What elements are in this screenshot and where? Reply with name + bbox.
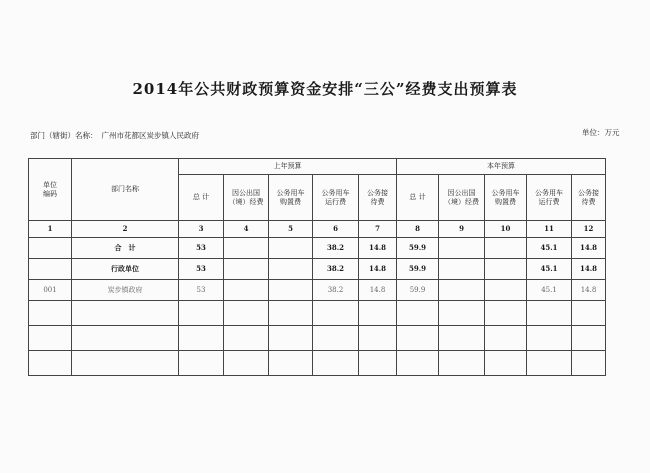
subheader-total: 总 计 [179,175,224,221]
cell-value [224,280,269,301]
column-number: 4 [224,221,269,238]
subheader-car-purchase: 公务用车购置费 [485,175,527,221]
empty-cell [527,326,572,351]
empty-cell [29,351,72,376]
unit-label: 单位：万元 [582,128,620,137]
department-name: 广州市花都区炭步镇人民政府 [101,131,199,140]
empty-cell [313,301,359,326]
empty-cell [485,326,527,351]
empty-cell [224,326,269,351]
empty-cell [179,351,224,376]
subheader-car-purchase: 公务用车购置费 [269,175,313,221]
row-code [29,238,72,259]
empty-cell [397,351,439,376]
cell-value [485,238,527,259]
cell-value: 59.9 [397,259,439,280]
empty-cell [29,326,72,351]
column-number: 11 [527,221,572,238]
subheader-reception: 公务接待费 [359,175,397,221]
column-number: 2 [72,221,179,238]
empty-cell [572,326,606,351]
empty-cell [439,301,485,326]
empty-cell [485,301,527,326]
column-number-row [29,221,606,238]
cell-value: 59.9 [397,238,439,259]
empty-cell [179,326,224,351]
column-number: 6 [313,221,359,238]
cell-value: 53 [179,280,224,301]
department-line [30,130,199,141]
budget-table [28,158,606,376]
table-row-empty [29,326,606,351]
cell-value [269,238,313,259]
empty-cell [313,351,359,376]
dept-name-header: 部门名称 [72,159,179,221]
cell-value [269,280,313,301]
row-name: 炭步镇政府 [72,280,179,301]
empty-cell [359,301,397,326]
subheader-total: 总 计 [397,175,439,221]
cell-value [439,238,485,259]
empty-cell [439,326,485,351]
cell-value [224,238,269,259]
page-title: 2014年公共财政预算资金安排“三公”经费支出预算表 [132,80,518,98]
empty-cell [224,301,269,326]
cell-value: 45.1 [527,259,572,280]
row-name: 行政单位 [72,259,179,280]
table-row-empty [29,351,606,376]
column-number: 1 [29,221,72,238]
empty-cell [179,301,224,326]
cell-value: 14.8 [359,238,397,259]
header-row-group [29,159,606,175]
column-number: 8 [397,221,439,238]
cell-value [485,280,527,301]
cell-value: 45.1 [527,280,572,301]
column-number: 3 [179,221,224,238]
cell-value [439,280,485,301]
empty-cell [397,326,439,351]
empty-cell [397,301,439,326]
empty-cell [72,326,179,351]
empty-cell [269,301,313,326]
table-row-admin [29,259,606,280]
column-number: 10 [485,221,527,238]
subheader-overseas: 因公出国（境）经费 [439,175,485,221]
empty-cell [313,326,359,351]
cell-value [485,259,527,280]
cell-value: 14.8 [572,238,606,259]
cell-value: 38.2 [313,280,359,301]
empty-cell [359,351,397,376]
department-label: 部门（辖街）名称： [30,131,98,140]
unit-code-header: 单位编码 [29,159,72,221]
cell-value: 45.1 [527,238,572,259]
empty-cell [269,326,313,351]
empty-cell [572,301,606,326]
cell-value [439,259,485,280]
column-number: 5 [269,221,313,238]
cell-value: 14.8 [359,280,397,301]
row-code [29,259,72,280]
cell-value: 53 [179,259,224,280]
row-name: 合 计 [72,238,179,259]
this-year-header: 本年预算 [397,159,606,175]
row-code: 001 [29,280,72,301]
cell-value: 38.2 [313,238,359,259]
table-row-town-gov [29,280,606,301]
empty-cell [527,301,572,326]
cell-value: 38.2 [313,259,359,280]
subheader-reception: 公务接待费 [572,175,606,221]
column-number: 7 [359,221,397,238]
empty-cell [29,301,72,326]
cell-value: 14.8 [359,259,397,280]
cell-value: 14.8 [572,259,606,280]
subheader-overseas: 因公出国（境）经费 [224,175,269,221]
empty-cell [485,351,527,376]
cell-value: 59.9 [397,280,439,301]
cell-value [269,259,313,280]
subheader-car-operation: 公务用车运行费 [313,175,359,221]
cell-value: 14.8 [572,280,606,301]
subheader-car-operation: 公务用车运行费 [527,175,572,221]
table-row-empty [29,301,606,326]
cell-value: 53 [179,238,224,259]
last-year-header: 上年预算 [179,159,397,175]
empty-cell [527,351,572,376]
column-number: 9 [439,221,485,238]
empty-cell [359,326,397,351]
empty-cell [269,351,313,376]
table-row-total [29,238,606,259]
cell-value [224,259,269,280]
empty-cell [572,351,606,376]
column-number: 12 [572,221,606,238]
empty-cell [439,351,485,376]
empty-cell [72,301,179,326]
empty-cell [224,351,269,376]
empty-cell [72,351,179,376]
